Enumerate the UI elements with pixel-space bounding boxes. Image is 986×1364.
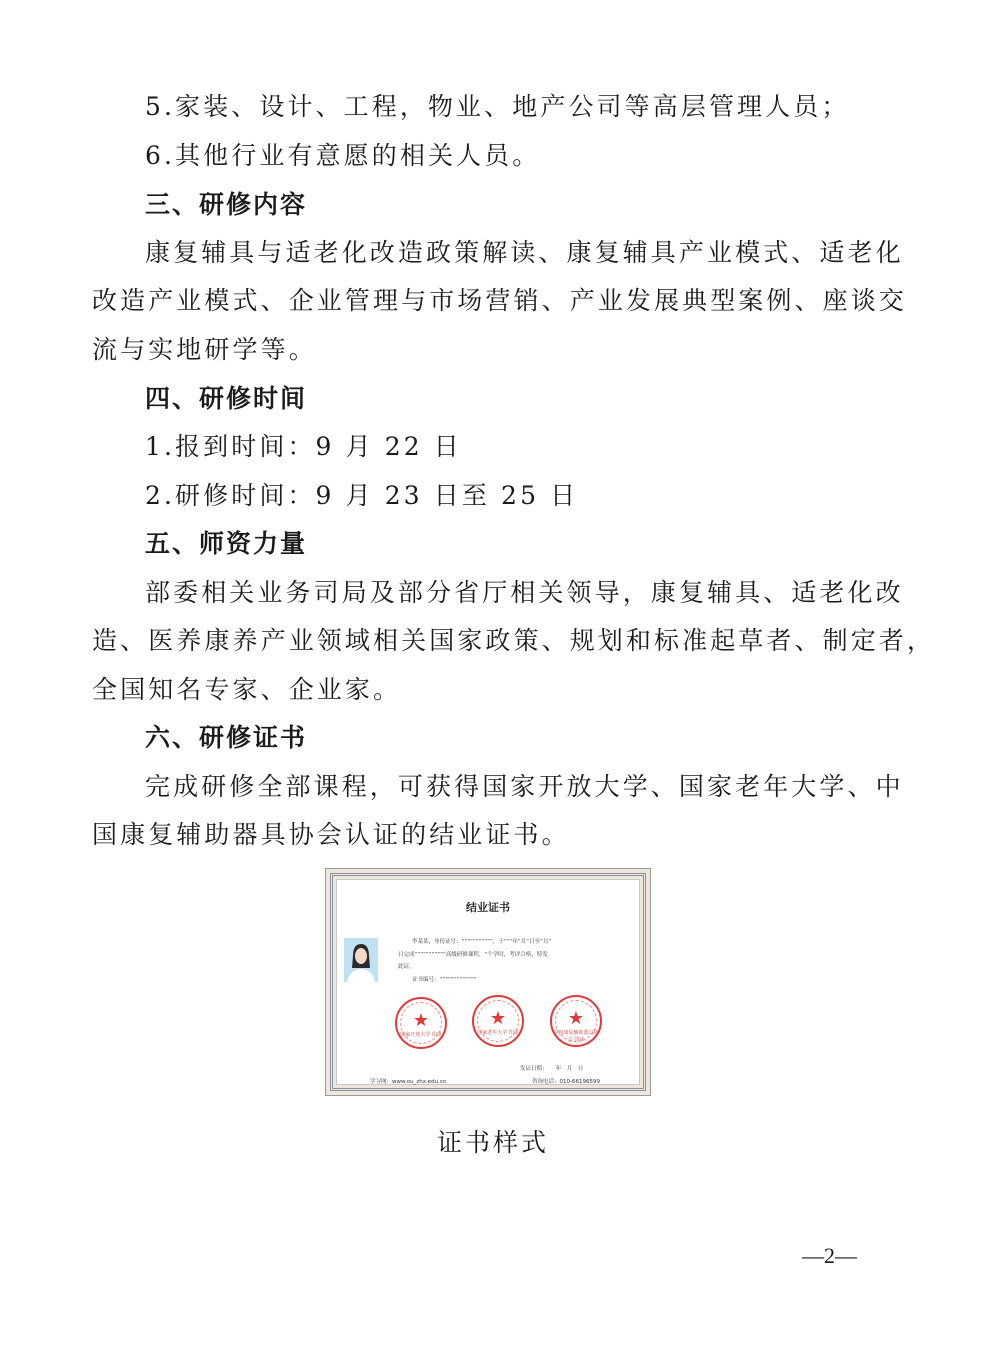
certificate-sample-image [325,868,651,1096]
section-heading-6: 六、研修证书 [145,723,308,752]
section-heading-4: 四、研修时间 [145,384,308,413]
official-seal: ★ 国家开放大学 印章 [395,997,447,1049]
paragraph-line: 完成研修全部课程，可获得国家开放大学、国家老年大学、中 [145,772,904,801]
certificate-website: 学习网：www.ou_zhx.edu.cn [370,1079,447,1085]
certificate-issue-date: 发证日期： 年 月 日 [520,1066,584,1072]
page-number: —2— [802,1243,857,1268]
certificate-number: 证书编号：“““““““““““““ [412,977,477,983]
paragraph-line: 造、医养康养产业领域相关国家政策、规划和标准起草者、制定者， [92,626,936,655]
list-item-training-dates: 2.研修时间：9 月 23 日至 25 日 [145,481,579,510]
paragraph-line: 全国知名专家、企业家。 [92,675,402,704]
certificate-line: 日完成“““““““““““高级研修课程，“个学时，考评合格，特发 [398,952,548,958]
certificate-line: 此证。 [398,964,415,970]
certificate-title: 结业证书 [466,901,510,914]
list-item-5: 5.家装、设计、工程，物业、地产公司等高层管理人员； [145,92,850,121]
section-heading-5: 五、师资力量 [145,529,308,558]
list-item-checkin: 1.报到时间：9 月 22 日 [145,432,462,461]
paragraph-line: 流与实地研学等。 [92,335,317,364]
paragraph-line: 部委相关业务司局及部分省厅相关领导，康复辅具、适老化改 [145,578,904,607]
figure-caption: 证书样式 [436,1128,549,1157]
paragraph-line: 改造产业模式、企业管理与市场营销、产业发展典型案例、座谈交 [92,286,907,315]
section-heading-3: 三、研修内容 [145,190,308,219]
list-item-6: 6.其他行业有意愿的相关人员。 [145,141,541,170]
official-seal: ★ 国家老年大学 印章 [472,995,524,1047]
certificate-line: 李某某，身份证号：“““““““““““，于“““年“月“日至“月“ [412,939,552,945]
certificate-phone: 咨询电话：010-66196599 [532,1079,600,1085]
paragraph-line: 康复辅具与适老化改造政策解读、康复辅具产业模式、适老化 [145,238,904,267]
paragraph-line: 国康复辅助器具协会认证的结业证书。 [92,820,570,849]
official-seal: ★ 中国康复辅助器具协会 印章 [550,995,602,1047]
certificate-photo [344,938,378,982]
